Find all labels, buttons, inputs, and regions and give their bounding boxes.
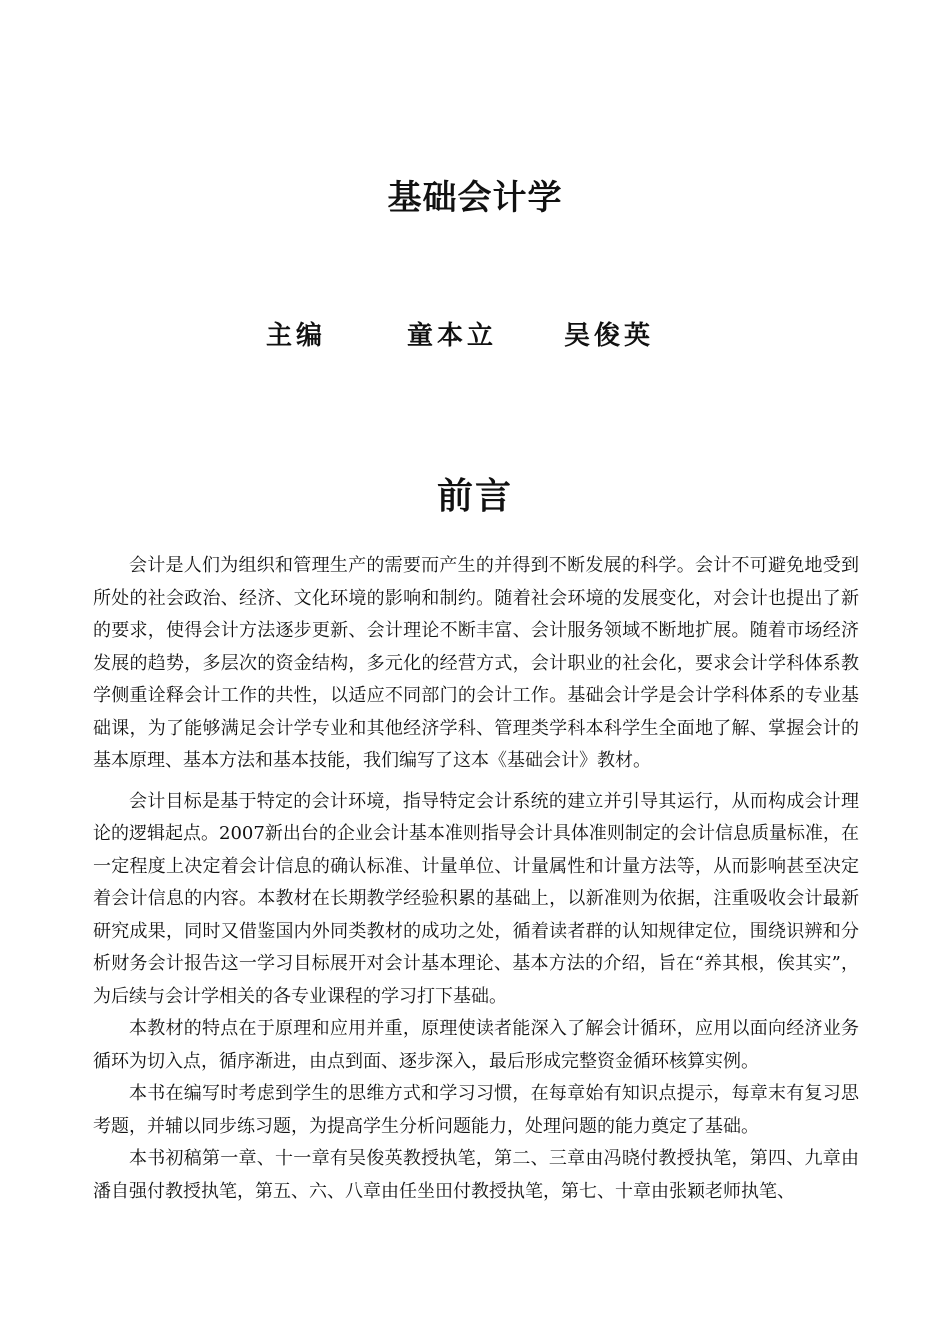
- preface-paragraph: 会计目标是基于特定的会计环境，指导特定会计系统的建立并引导其运行，从而构成会计理论的逻辑起点。2007新出台的企业会计基本准则指导会计具体准则制定的会计信息质量标准，在一定程度上决定着会计信息的确认标准、计量单位、计量属性和计量方法等，从而影响甚至决定着会计信息的内容。本教材在长期教学经验积累的基础上，以新准则为依据，注重吸收会计最新研究成果，同时又借鉴国内外同类教材的成功之处，循着读者群的认知规律定位，围绕识辨和分析财务会计报告这一学习目标展开对会计基本理论、基本方法的介绍，旨在“养其根，俟其实”，为后续与会计学相关的各专业课程的学习打下基础。: [93, 790, 859, 1007]
- editors-line: [0, 315, 950, 351]
- editor-name: 童本立: [407, 321, 498, 351]
- preface-body: [93, 550, 859, 1208]
- preface-paragraph: 会计是人们为组织和管理生产的需要而产生的并得到不断发展的科学。会计不可避免地受到所处的社会政治、经济、文化环境的影响和制约。随着社会环境的发展变化，对会计也提出了新的要求，使得会计方法逐步更新、会计理论不断丰富、会计服务领域不断地扩展。随着市场经济发展的趋势，多层次的资金结构，多元化的经营方式，会计职业的社会化，要求会计学科体系教学侧重诠释会计工作的共性，以适应不同部门的会计工作。基础会计学是会计学科体系的专业基础课，为了能够满足会计学专业和其他经济学科、管理类学科本科学生全面地了解、掌握会计的基本原理、基本方法和基本技能，我们编写了这本《基础会计》教材。: [93, 555, 859, 771]
- editor-label: 主编: [266, 321, 327, 351]
- preface-paragraph: 本书在编写时考虑到学生的思维方式和学习习惯，在每章始有知识点提示，每章末有复习思考题，并辅以同步练习题，为提高学生分析问题能力，处理问题的能力奠定了基础。: [93, 1083, 859, 1137]
- preface-paragraph: 本教材的特点在于原理和应用并重，原理使读者能深入了解会计循环，应用以面向经济业务循环为切入点，循序渐进，由点到面、逐步深入，最后形成完整资金循环核算实例。: [93, 1018, 859, 1072]
- book-title: 基础会计学: [387, 178, 563, 218]
- editor-name: 吴俊英: [564, 321, 655, 351]
- preface-paragraph: 本书初稿第一章、十一章有吴俊英教授执笔，第二、三章由冯晓付教授执笔，第四、九章由潘自强付教授执笔，第五、六、八章由任坐田付教授执笔，第七、十章由张颖老师执笔、: [93, 1148, 859, 1202]
- preface-title: 前言: [436, 476, 513, 517]
